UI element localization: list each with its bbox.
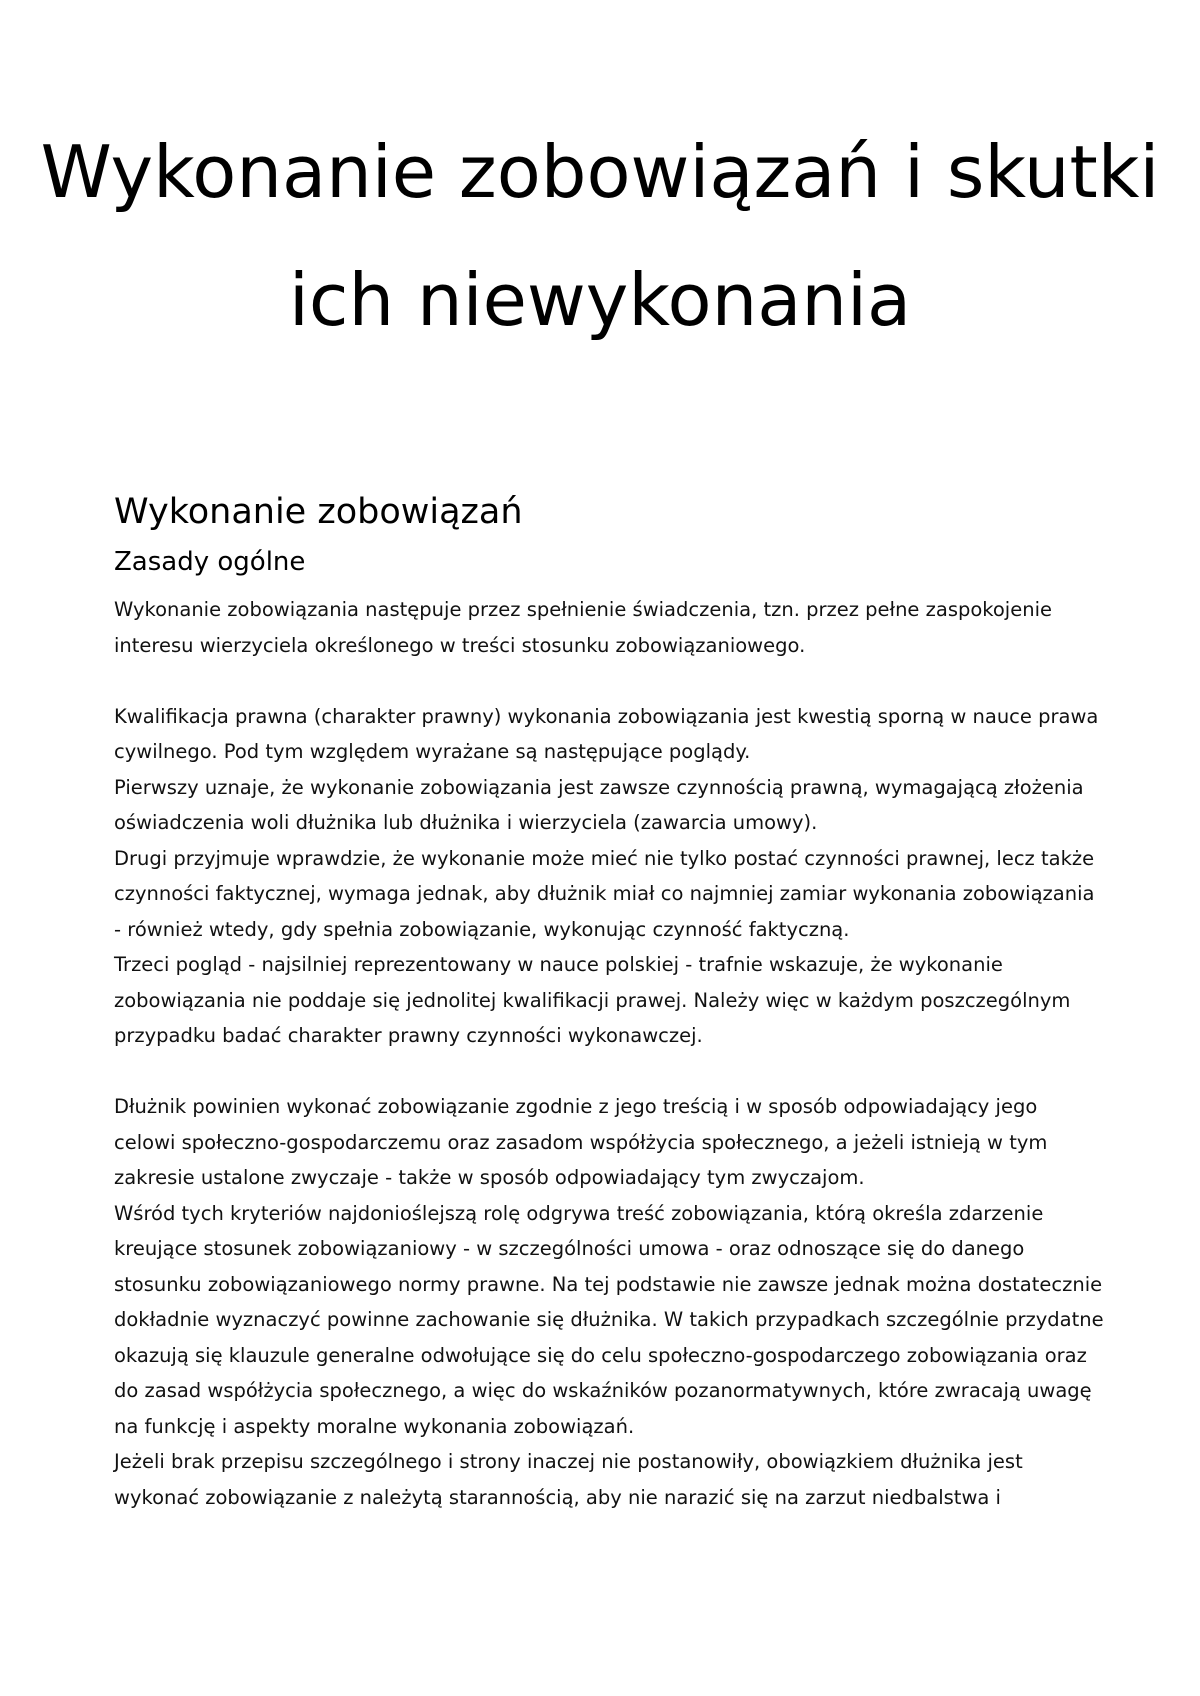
paragraph: Kwalifikacja prawna (charakter prawny) wykonania zobowiązania jest kwestią sporną w nauce prawa cywilnego. Pod tym względem wyrażane są następujące poglądy. <box>114 704 1099 763</box>
paragraph: Wśród tych kryteriów najdonioślejszą rolę odgrywa treść zobowiązania, którą określa zdarzenie kreujące stosunek zobowiązaniowy - w szczególności umowa - oraz odnoszące się do danego stosunku zobowiązaniowego normy prawne. Na tej podstawie nie zawsze jednak można dostatecznie dokładnie wyznaczyć powinne zachowanie się dłużnika. W takich przypadkach szczególnie przydatne okazują się klauzule generalne odwołujące się do celu społeczno-gospodarczego zobowiązania oraz do zasad współżycia społecznego, a więc do wskaźników pozanormatywnych, które zwracają uwagę na funkcję i aspekty moralne wykonania zobowiązań. <box>114 1201 1104 1438</box>
document-title: Wykonanie zobowiązań i skutki ich niewykonania <box>40 130 1160 342</box>
subsection-heading: Zasady ogólne <box>114 547 306 577</box>
paragraph: Jeżeli brak przepisu szczególnego i strony inaczej nie postanowiły, obowiązkiem dłużnika jest wykonać zobowiązanie z należytą starannością, aby nie narazić się na zarzut niedbalstwa i <box>114 1450 1023 1509</box>
paragraph-spacer <box>114 1054 1104 1090</box>
paragraph-spacer <box>114 663 1104 699</box>
section-heading: Wykonanie zobowiązań <box>114 492 523 532</box>
paragraph: Dłużnik powinien wykonać zobowiązanie zgodnie z jego treścią i w sposób odpowiadający jego celowi społeczno-gospodarczemu oraz zasadom współżycia społecznego, a jeżeli istnieją w tym zakresie ustalone zwyczaje - także w sposób odpowiadający tym zwyczajom. <box>114 1095 1048 1189</box>
document-body <box>114 488 1104 1515</box>
paragraph: Trzeci pogląd - najsilniej reprezentowany w nauce polskiej - trafnie wskazuje, że wykonanie zobowiązania nie poddaje się jednolitej kwalifikacji prawej. Należy więc w każdym poszczególnym przypadku badać charakter prawny czynności wykonawczej. <box>114 953 1071 1047</box>
paragraph: Wykonanie zobowiązania następuje przez spełnienie świadczenia, tzn. przez pełne zaspokojenie interesu wierzyciela określonego w treści stosunku zobowiązaniowego. <box>114 598 1052 657</box>
paragraph: Pierwszy uznaje, że wykonanie zobowiązania jest zawsze czynnością prawną, wymagającą złożenia oświadczenia woli dłużnika lub dłużnika i wierzyciela (zawarcia umowy). <box>114 775 1084 834</box>
paragraph: Drugi przyjmuje wprawdzie, że wykonanie może mieć nie tylko postać czynności prawnej, lecz także czynności faktycznej, wymaga jednak, aby dłużnik miał co najmniej zamiar wykonania zobowiązania - również wtedy, gdy spełnia zobowiązanie, wykonując czynność faktyczną. <box>114 846 1095 941</box>
